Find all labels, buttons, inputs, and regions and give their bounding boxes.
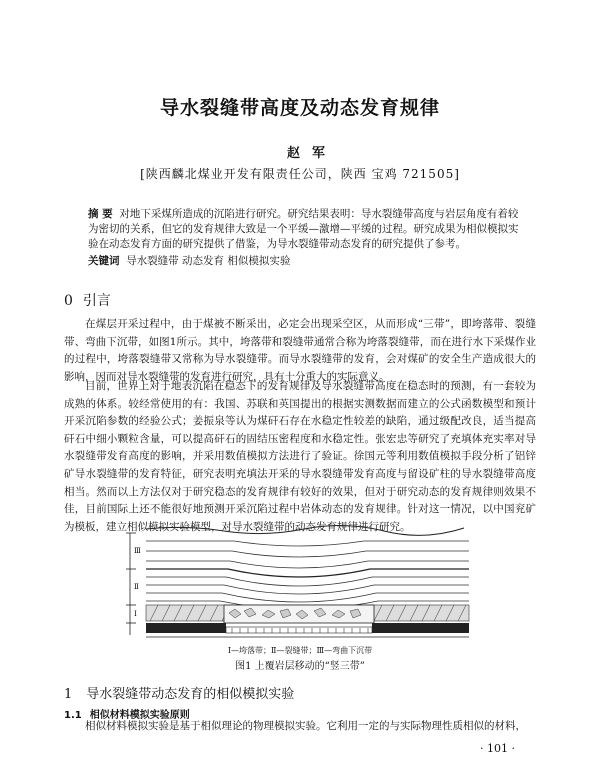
paragraph-text: 目前，世界上对于地表沉陷在稳态下的发育规律及导水裂缝带高度在稳态时的预测，有一套较为成熟的体系。较经常使用的有：我国、苏联和英国提出的根据实测数据而建立的公式函数模型和预计开采沉陷参数的经验公式；姜振泉等认为煤矸石存在水稳定性较差的缺陷，通过级配改良，适当提高矸石中细小颗粒含量，可以提高矸石的固结压密程度和水稳定性。张宏忠等研究了充填体充实率对导水裂缝带发育高度的影响，并采用数值模拟方法进行了验证。徐国元等利用数值模拟手段分析了铝锌矿导水裂缝带的发育特征，研究表明充填法开采的导水裂缝带发育高度与留设矿柱的导水裂缝带高度相当。然而以上方法仅对于研究稳态的发育规律有较好的效果，但对于研究动态的发育规律则效果不佳，目前国际上还不能很好地预测开采沉陷过程中岩体动态的发育规律。针对这一情况，以中国兖矿为模板，建立相似模拟实验模型，对导水裂缝带的动态发育规律进行研究。 bbox=[64, 380, 536, 533]
rock-layer bbox=[146, 541, 469, 546]
page-number: · 101 · bbox=[480, 742, 515, 755]
intro-paragraph-1 bbox=[64, 316, 536, 386]
subsection-number: 1.1 bbox=[64, 710, 82, 721]
author-affiliation: [陕西麟北煤业开发有限责任公司，陕西 宝鸡 721505] bbox=[140, 167, 460, 181]
paper-title: 导水裂缝带高度及动态发育规律 bbox=[159, 97, 440, 119]
abstract bbox=[88, 207, 528, 252]
figure-legend: Ⅰ—垮落带；Ⅱ—裂缝带；Ⅲ—弯曲下沉带 bbox=[227, 646, 373, 655]
section-1-1-paragraph: 相似材料模拟实验是基于相似理论的物理模拟实验。它利用一定的与实际物理性质相似的材料， bbox=[85, 720, 526, 732]
section-number: 1 bbox=[64, 687, 73, 702]
keywords bbox=[88, 254, 528, 269]
section-number: 0 bbox=[64, 293, 73, 309]
section-heading-intro bbox=[64, 290, 111, 310]
rock-layer bbox=[146, 551, 469, 557]
intro-paragraph-2 bbox=[64, 378, 536, 536]
section-title: 导水裂缝带动态发育的相似模拟实验 bbox=[86, 687, 295, 702]
coal-seam-left bbox=[146, 623, 226, 633]
zone-label-I: Ⅰ bbox=[134, 610, 137, 618]
zone-label-III: Ⅲ bbox=[134, 547, 141, 555]
keywords-text: 导水裂缝带 动态发育 相似模拟实验 bbox=[126, 255, 291, 267]
coal-seam-right bbox=[372, 623, 469, 633]
section-heading-1 bbox=[64, 683, 294, 702]
abstract-label: 摘 要 bbox=[88, 208, 113, 220]
keywords-label: 关键词 bbox=[88, 255, 120, 267]
author-name: 赵军 bbox=[286, 146, 337, 161]
figure-caption: 图1 上覆岩层移动的“竖三带” bbox=[235, 661, 365, 672]
figure-three-zones-diagram bbox=[124, 523, 477, 643]
ground-surface bbox=[146, 525, 464, 535]
zone-label-II: Ⅱ bbox=[134, 583, 139, 591]
rock-layer bbox=[146, 569, 469, 577]
section-title: 引言 bbox=[82, 293, 111, 309]
subsection-title: 相似材料模拟实验原则 bbox=[89, 710, 190, 721]
abstract-text: 对地下采煤所造成的沉陷进行研究。研究结果表明：导水裂缝带高度与岩层角度有着较为密切的关系，但它的发育规律大致是一个平缓—激增—平缓的过程。研究成果为相似模拟实验在动态发育方面的研究提供了借鉴，为导水裂缝带动态发育的研究提供了参考。 bbox=[88, 208, 519, 250]
paragraph-text: 在煤层开采过程中，由于煤被不断采出，必定会出现采空区，从而形成“三带”，即垮落带、裂缝带、弯曲下沉带，如图1所示。其中，垮落带和裂缝带通常合称为垮落裂缝带，而在进行水下采煤作业的过程中，垮落裂缝带又常称为导水裂缝带。而导水裂缝带的发育，会对煤矿的安全生产造成很大的影响，因而对导水裂缝带的发育进行研究，具有十分重大的实际意义。 bbox=[64, 318, 536, 383]
rock-layer bbox=[146, 561, 469, 568]
